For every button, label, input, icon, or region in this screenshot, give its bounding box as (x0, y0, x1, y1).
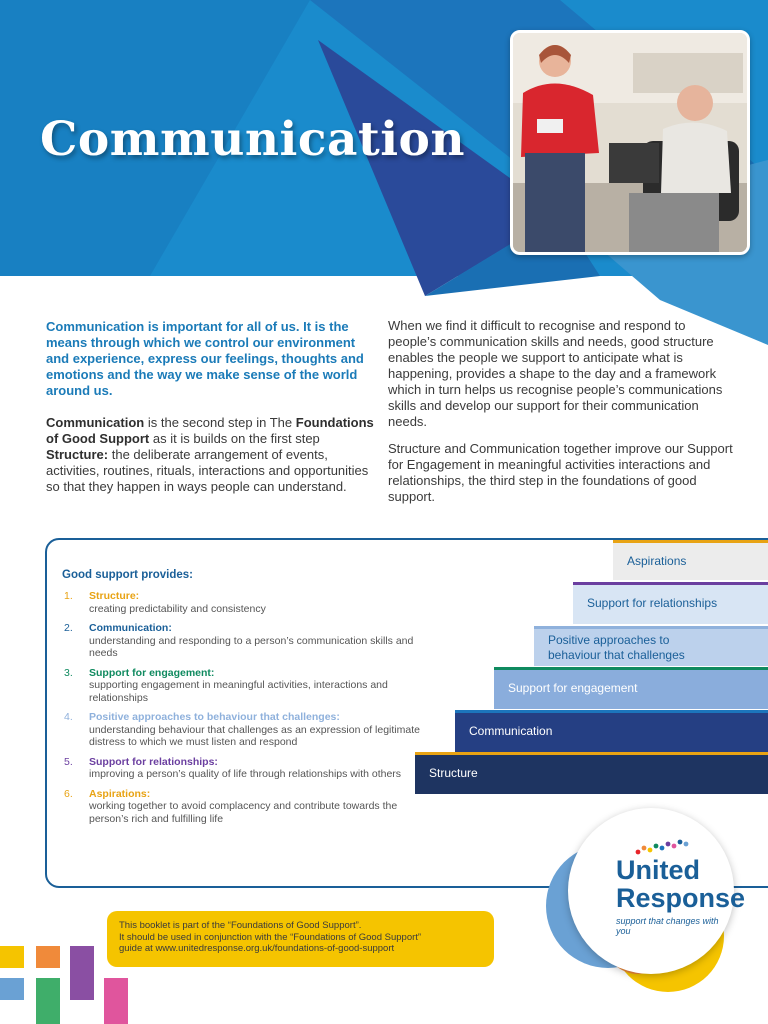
step-description: understanding and responding to a person’s communication skills and needs (89, 634, 414, 659)
step-description: creating predictability and consistency (89, 602, 266, 615)
step-number: 3. (64, 666, 73, 679)
stair-label: Structure (429, 766, 478, 780)
logo-united: United (616, 855, 700, 885)
intro-lead: Communication is important for all of us. It is the means through which we control our environment and experience, express our feelings, thoughts and emotions and the way we make sense of the world around us. (46, 319, 364, 398)
good-support-item (64, 711, 434, 749)
note-line-1: This booklet is part of the “Foundations of Good Support”. (119, 920, 362, 931)
header-photo (510, 30, 750, 255)
step-text (89, 590, 434, 615)
stair-label: Support for engagement (508, 681, 638, 695)
stair-label: Aspirations (627, 554, 687, 568)
step-heading: Support for relationships: (89, 755, 218, 768)
step-text (89, 622, 434, 660)
intro-bold-communication: Communication (46, 415, 145, 430)
step-heading: Communication: (89, 622, 172, 634)
header-banner (0, 0, 768, 350)
decor-square (0, 978, 24, 1000)
right-paragraph-1: When we find it difficult to recognise and respond to people’s communication skills and needs, good structure enables the people we support to anticipate what is happening, provides a shape to the day and a framework which in turn helps us recognise people’s communications skills and develop our support for their communication needs. (388, 318, 723, 429)
stair-step (534, 626, 768, 666)
logo-badge (568, 808, 746, 974)
stair-step (455, 710, 768, 752)
note-line-2: It should be used in conjunction with the “Foundations of Good Support” (119, 931, 422, 943)
step-description: improving a person’s quality of life through relationships with others (89, 768, 402, 780)
good-support-item (64, 622, 434, 660)
booklet-note (107, 911, 494, 967)
step-number: 5. (64, 755, 73, 768)
intro-bold-structure: Structure: (46, 447, 109, 462)
good-support-item (64, 590, 434, 615)
step-number: 4. (64, 711, 73, 723)
step-heading: Structure: (89, 590, 140, 602)
stair-label: Support for relationships (587, 596, 718, 610)
good-support-list (64, 590, 434, 825)
step-text (89, 711, 434, 749)
step-heading: Support for engagement: (89, 666, 215, 679)
decor-square (36, 978, 60, 1024)
intro-text-1: is the second step in The (144, 415, 296, 430)
step-heading: Aspirations: (89, 787, 151, 800)
step-description: working together to avoid complacency and contribute towards the person’s rich and fulfilling life (89, 800, 398, 825)
step-description: understanding behaviour that challenges as an expression of legitimate distress to which we must listen and respond (89, 723, 420, 748)
right-paragraph-2: Structure and Communication together improve our Support for Engagement in meaningful activities interactions and relationships, the third step in the foundations of good support. (388, 441, 733, 504)
decor-square (36, 946, 60, 968)
stair-label: Communication (469, 724, 553, 738)
intro-text-3: the deliberate arrangement of events, activities, routines, rituals, interactions and opportunities so that they happen in ways people can understand. (46, 447, 369, 494)
decor-square (70, 946, 94, 1000)
stair-step (494, 667, 768, 709)
good-support-item (64, 788, 434, 826)
step-number: 6. (64, 787, 73, 800)
intro-body (46, 415, 376, 495)
step-text (89, 788, 434, 826)
intro-text-2: as it is builds on the first step (149, 431, 320, 446)
step-heading: Positive approaches to behaviour that challenges: (89, 711, 340, 723)
step-description: supporting engagement in meaningful activities, interactions and relationships (89, 679, 388, 704)
logo-response: Response (616, 883, 746, 913)
stair-label: Positive approaches to behaviour that challenges (548, 633, 685, 662)
step-text (89, 756, 434, 781)
step-number: 2. (64, 622, 73, 634)
step-number: 1. (64, 590, 73, 602)
good-support-item (64, 667, 434, 705)
note-line-3: guide at www.unitedresponse.org.uk/foundations-of-good-support (119, 943, 395, 954)
step-text (89, 667, 434, 705)
intro-bold-foundations: Foundations of Good Support (46, 415, 374, 446)
decor-square (104, 978, 128, 1024)
good-support-item (64, 756, 434, 781)
stair-step (613, 540, 768, 580)
decor-square (0, 946, 24, 968)
good-support-title: Good support provides: (62, 569, 193, 581)
logo-area (540, 808, 768, 998)
photo-illustration (513, 33, 747, 252)
logo-tagline: support that changes with you (616, 916, 719, 936)
page-title: Communication (40, 112, 466, 167)
stair-step (573, 582, 768, 624)
stair-step (415, 752, 768, 794)
